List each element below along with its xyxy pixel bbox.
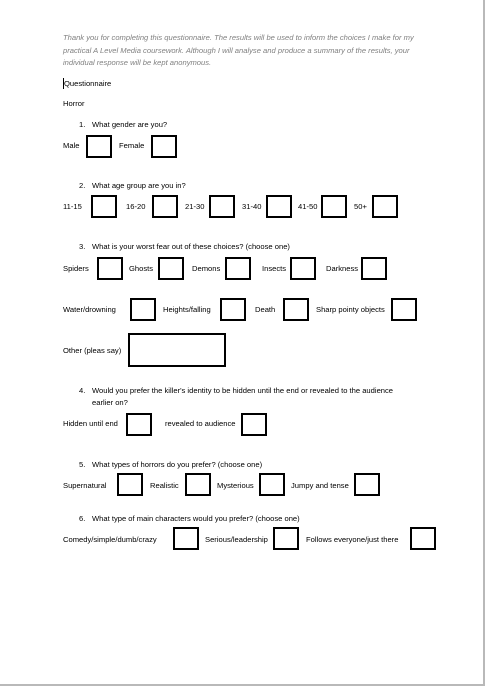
q3-option-label: Ghosts	[129, 264, 154, 273]
q3-option-label: Demons	[192, 264, 221, 273]
q3-option-label: Death	[255, 305, 276, 314]
q3-other-text-box[interactable]	[128, 333, 226, 367]
q3-checkbox-ghosts[interactable]	[158, 257, 184, 280]
q3-option-label: Insects	[262, 264, 287, 273]
q3-checkbox-death[interactable]	[283, 298, 309, 321]
q5-checkbox-mysterious[interactable]	[259, 473, 285, 496]
q2-option-label: 16-20	[126, 202, 146, 211]
q2-checkbox-21-30[interactable]	[209, 195, 235, 218]
q4-option-label: revealed to audience	[165, 419, 236, 428]
intro-text: Thank you for completing this questionnaire. The results will be used to inform the choices I make for my practical A Level Media coursework. Although I will analyse and produce a summary of the results, your individual response will be kept anonymous.	[63, 33, 414, 67]
q4-checkbox-hidden-until-end[interactable]	[126, 413, 152, 436]
q2-checkbox-31-40[interactable]	[266, 195, 292, 218]
q1-checkbox-male[interactable]	[86, 135, 112, 158]
section-heading-horror: Horror	[63, 99, 85, 108]
q3-checkbox-spiders[interactable]	[97, 257, 123, 280]
q3-text: What is your worst fear out of these choices? (choose one)	[92, 242, 290, 251]
q3-option-label: Other (pleas say)	[63, 346, 122, 355]
q6-option-label: Serious/leadership	[205, 535, 268, 544]
q3-checkbox-water-drowning[interactable]	[130, 298, 156, 321]
q6-checkbox-follows-everyone[interactable]	[410, 527, 436, 550]
q5-text: What types of horrors do you prefer? (choose one)	[92, 460, 263, 469]
q1-option-label: Male	[63, 141, 80, 150]
q2-option-label: 50+	[354, 202, 367, 211]
q1-option-label: Female	[119, 141, 145, 150]
q5-option-label: Realistic	[150, 481, 179, 490]
q6-text: What type of main characters would you prefer? (choose one)	[92, 514, 300, 523]
q6-checkbox-serious-leadership[interactable]	[273, 527, 299, 550]
q1-checkbox-female[interactable]	[151, 135, 177, 158]
q3-checkbox-sharp-pointy-objects[interactable]	[391, 298, 417, 321]
q3-option-label: Darkness	[326, 264, 359, 273]
q4-number: 4.	[79, 386, 86, 395]
q2-option-label: 41-50	[298, 202, 318, 211]
q2-checkbox-41-50[interactable]	[321, 195, 347, 218]
q3-checkbox-insects[interactable]	[290, 257, 316, 280]
q5-option-label: Mysterious	[217, 481, 254, 490]
q2-number: 2.	[79, 181, 86, 190]
q3-option-label: Heights/falling	[163, 305, 211, 314]
q4-checkbox-revealed-to-audience[interactable]	[241, 413, 267, 436]
q1-text: What gender are you?	[92, 120, 168, 129]
q5-option-label: Supernatural	[63, 481, 107, 490]
q2-checkbox-11-15[interactable]	[91, 195, 117, 218]
q6-checkbox-comedy[interactable]	[173, 527, 199, 550]
q6-number: 6.	[79, 514, 86, 523]
q3-option-label: Spiders	[63, 264, 89, 273]
q4-option-label: Hidden until end	[63, 419, 118, 428]
q2-option-label: 21-30	[185, 202, 205, 211]
q5-checkbox-jumpy-and-tense[interactable]	[354, 473, 380, 496]
q5-checkbox-supernatural[interactable]	[117, 473, 143, 496]
q3-checkbox-heights-falling[interactable]	[220, 298, 246, 321]
q3-option-label: Water/drowning	[63, 305, 116, 314]
questionnaire-heading: Questionnaire	[64, 79, 112, 88]
q4-text-continued: earlier on?	[92, 398, 128, 407]
q2-option-label: 31-40	[242, 202, 262, 211]
q3-checkbox-darkness[interactable]	[361, 257, 387, 280]
q6-option-label: Comedy/simple/dumb/crazy	[63, 535, 157, 544]
q2-checkbox-50-plus[interactable]	[372, 195, 398, 218]
q3-number: 3.	[79, 242, 86, 251]
q2-checkbox-16-20[interactable]	[152, 195, 178, 218]
q3-checkbox-demons[interactable]	[225, 257, 251, 280]
q6-option-label: Follows everyone/just there	[306, 535, 399, 544]
q2-option-label: 11-15	[63, 202, 82, 211]
q5-checkbox-realistic[interactable]	[185, 473, 211, 496]
q5-number: 5.	[79, 460, 86, 469]
q1-number: 1.	[79, 120, 86, 129]
q3-option-label: Sharp pointy objects	[316, 305, 385, 314]
q4-text: Would you prefer the killer's identity to be hidden until the end or revealed to the audience	[92, 386, 394, 395]
q5-option-label: Jumpy and tense	[291, 481, 349, 490]
q2-text: What age group are you in?	[92, 181, 186, 190]
